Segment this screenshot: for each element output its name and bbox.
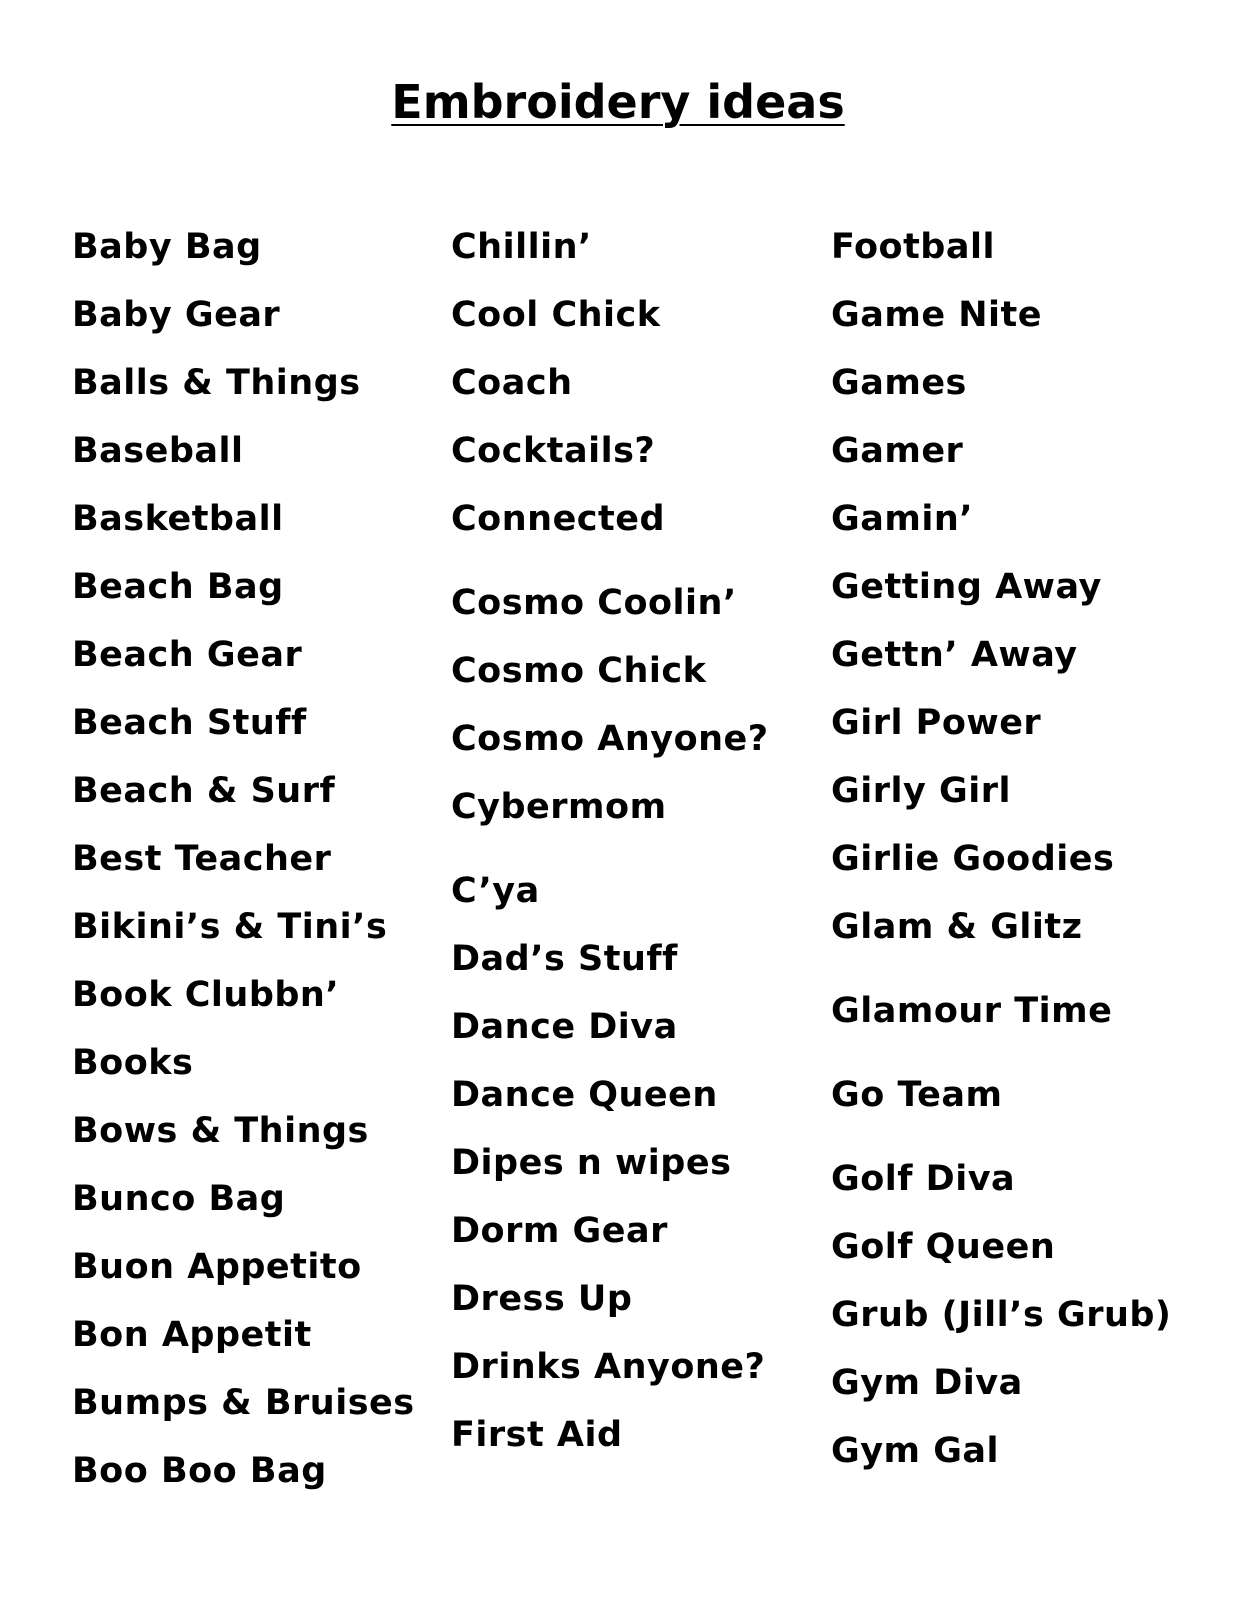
idea-item: Football: [831, 227, 995, 267]
idea-item: Gym Diva: [831, 1363, 1023, 1403]
idea-item: Bows & Things: [72, 1111, 369, 1151]
idea-item: Baby Bag: [72, 227, 262, 267]
idea-item: Bunco Bag: [72, 1179, 286, 1219]
idea-item: Girlie Goodies: [831, 839, 1115, 879]
idea-item: Cosmo Anyone?: [451, 719, 769, 759]
idea-item: Dorm Gear: [451, 1211, 668, 1251]
idea-item: Dipes n wipes: [451, 1143, 732, 1183]
idea-item: Bon Appetit: [72, 1315, 312, 1355]
idea-item: Books: [72, 1043, 194, 1083]
idea-item: Baseball: [72, 431, 244, 471]
idea-item: First Aid: [451, 1415, 623, 1455]
idea-item: Girly Girl: [831, 771, 1011, 811]
idea-item: Game Nite: [831, 295, 1042, 335]
idea-item: Glamour Time: [831, 991, 1113, 1031]
idea-item: Bikini’s & Tini’s: [72, 907, 388, 947]
idea-item: Gym Gal: [831, 1431, 1000, 1471]
idea-item: Connected: [451, 499, 666, 539]
idea-item: Drinks Anyone?: [451, 1347, 766, 1387]
idea-item: C’ya: [451, 871, 540, 911]
idea-item: Dad’s Stuff: [451, 939, 678, 979]
idea-item: Basketball: [72, 499, 284, 539]
idea-item: Beach Gear: [72, 635, 303, 675]
idea-item: Gamer: [831, 431, 964, 471]
idea-item: Getting Away: [831, 567, 1102, 607]
idea-item: Cool Chick: [451, 295, 661, 335]
idea-item: Dress Up: [451, 1279, 633, 1319]
idea-item: Cocktails?: [451, 431, 656, 471]
idea-item: Coach: [451, 363, 573, 403]
idea-item: Chillin’: [451, 227, 592, 267]
idea-item: Gettn’ Away: [831, 635, 1078, 675]
idea-item: Cybermom: [451, 787, 667, 827]
idea-item: Go Team: [831, 1075, 1003, 1115]
idea-item: Grub (Jill’s Grub): [831, 1295, 1172, 1335]
idea-item: Cosmo Coolin’: [451, 583, 737, 623]
idea-item: Girl Power: [831, 703, 1042, 743]
page-title: Embroidery ideas: [391, 75, 845, 129]
idea-item: Beach Bag: [72, 567, 284, 607]
idea-item: Balls & Things: [72, 363, 361, 403]
idea-item: Book Clubbn’: [72, 975, 340, 1015]
idea-item: Golf Diva: [831, 1159, 1016, 1199]
idea-item: Golf Queen: [831, 1227, 1056, 1267]
idea-item: Bumps & Bruises: [72, 1383, 415, 1423]
idea-item: Best Teacher: [72, 839, 332, 879]
idea-item: Beach Stuff: [72, 703, 307, 743]
idea-item: Dance Diva: [451, 1007, 678, 1047]
idea-item: Games: [831, 363, 967, 403]
idea-item: Cosmo Chick: [451, 651, 707, 691]
idea-item: Dance Queen: [451, 1075, 718, 1115]
idea-item: Beach & Surf: [72, 771, 336, 811]
idea-item: Gamin’: [831, 499, 974, 539]
idea-item: Glam & Glitz: [831, 907, 1083, 947]
idea-item: Baby Gear: [72, 295, 281, 335]
idea-item: Boo Boo Bag: [72, 1451, 327, 1491]
idea-item: Buon Appetito: [72, 1247, 362, 1287]
